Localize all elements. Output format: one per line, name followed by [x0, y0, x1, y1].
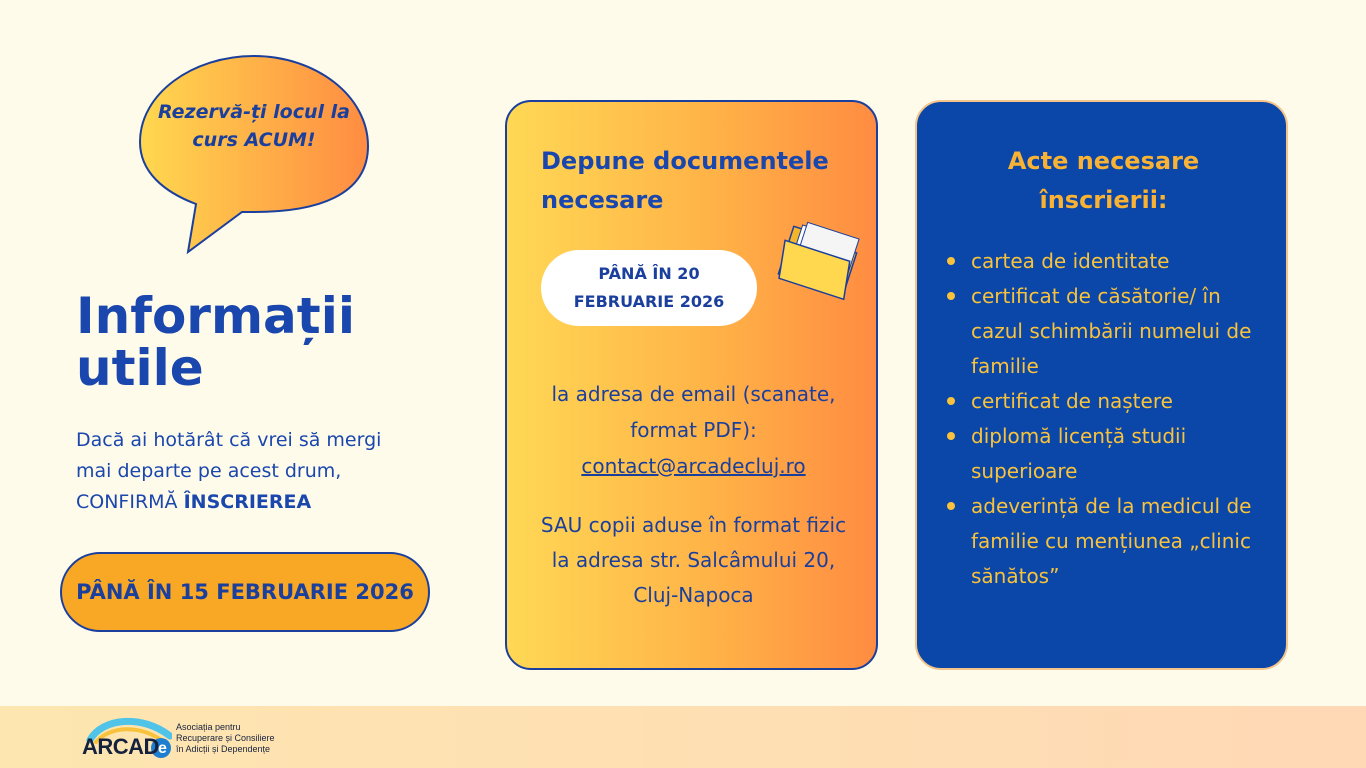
- documents-heading-line-2: necesare: [541, 186, 664, 214]
- speech-bubble-shape: [138, 54, 370, 254]
- list-item: diplomă licență studii superioare: [971, 419, 1271, 489]
- speech-bubble: [138, 54, 370, 254]
- page-title: [76, 287, 406, 397]
- documents-heading-line-1: Depune documentele: [541, 147, 829, 175]
- email-intro-line-1: la adresa de email (scanate,: [551, 382, 836, 406]
- date-line-2: FEBRUARIE 2026: [573, 292, 725, 311]
- arcade-logo: [82, 714, 282, 764]
- physical-line-3: Cluj-Napoca: [633, 583, 754, 607]
- intro-text: [76, 425, 436, 518]
- bubble-line-2: curs ACUM!: [192, 129, 316, 151]
- acts-heading-line-1: Acte necesare: [1007, 147, 1200, 175]
- org-name: [176, 722, 296, 755]
- required-acts-card: [915, 100, 1288, 670]
- logo-word: ARCAD: [82, 734, 159, 759]
- list-item: certificat de căsătorie/ în cazul schimbării numelui de familie: [971, 279, 1271, 384]
- date-line-1: PÂNĂ ÎN 20: [598, 264, 700, 283]
- bubble-line-1: Rezervă-ți locul la: [157, 101, 350, 123]
- documents-deadline-badge: [541, 250, 757, 326]
- footer: [0, 706, 1366, 768]
- acts-heading: [917, 142, 1290, 220]
- title-line-1: Informații: [76, 287, 355, 345]
- list-item: certificat de naștere: [971, 384, 1271, 419]
- confirm-deadline-badge: PÂNĂ ÎN 15 FEBRUARIE 2026: [60, 552, 430, 632]
- logo-e: e: [158, 740, 167, 757]
- intro-line-2: mai departe pe acest drum,: [76, 460, 342, 482]
- acts-list: [971, 244, 1271, 594]
- email-instructions: [517, 376, 870, 484]
- documents-heading: [541, 142, 861, 220]
- list-item: cartea de identitate: [971, 244, 1271, 279]
- email-intro-line-2: format PDF):: [630, 418, 757, 442]
- folder-icon: [775, 214, 865, 304]
- org-line-1: Asociația pentru: [176, 722, 241, 732]
- bubble-text: [146, 98, 362, 154]
- intro-registration: ÎNSCRIEREA: [183, 491, 312, 513]
- physical-line-2: la adresa str. Salcâmului 20,: [551, 548, 836, 572]
- list-item: adeverință de la medicul de familie cu mențiunea „clinic sănătos”: [971, 489, 1271, 594]
- org-line-2: Recuperare și Consiliere: [176, 733, 275, 743]
- physical-address-instructions: [517, 508, 870, 613]
- title-line-2: utile: [76, 339, 204, 397]
- documents-card: [505, 100, 878, 670]
- physical-line-1: SAU copii aduse în format fizic: [540, 513, 847, 537]
- email-link[interactable]: contact@arcadecluj.ro: [581, 454, 806, 478]
- intro-line-3: [76, 487, 436, 518]
- acts-heading-line-2: înscrierii:: [1039, 186, 1168, 214]
- intro-line-1: Dacă ai hotărât că vrei să mergi: [76, 429, 382, 451]
- intro-confirm: CONFIRMĂ: [76, 491, 184, 513]
- org-line-3: în Adicții și Dependențe: [176, 744, 271, 754]
